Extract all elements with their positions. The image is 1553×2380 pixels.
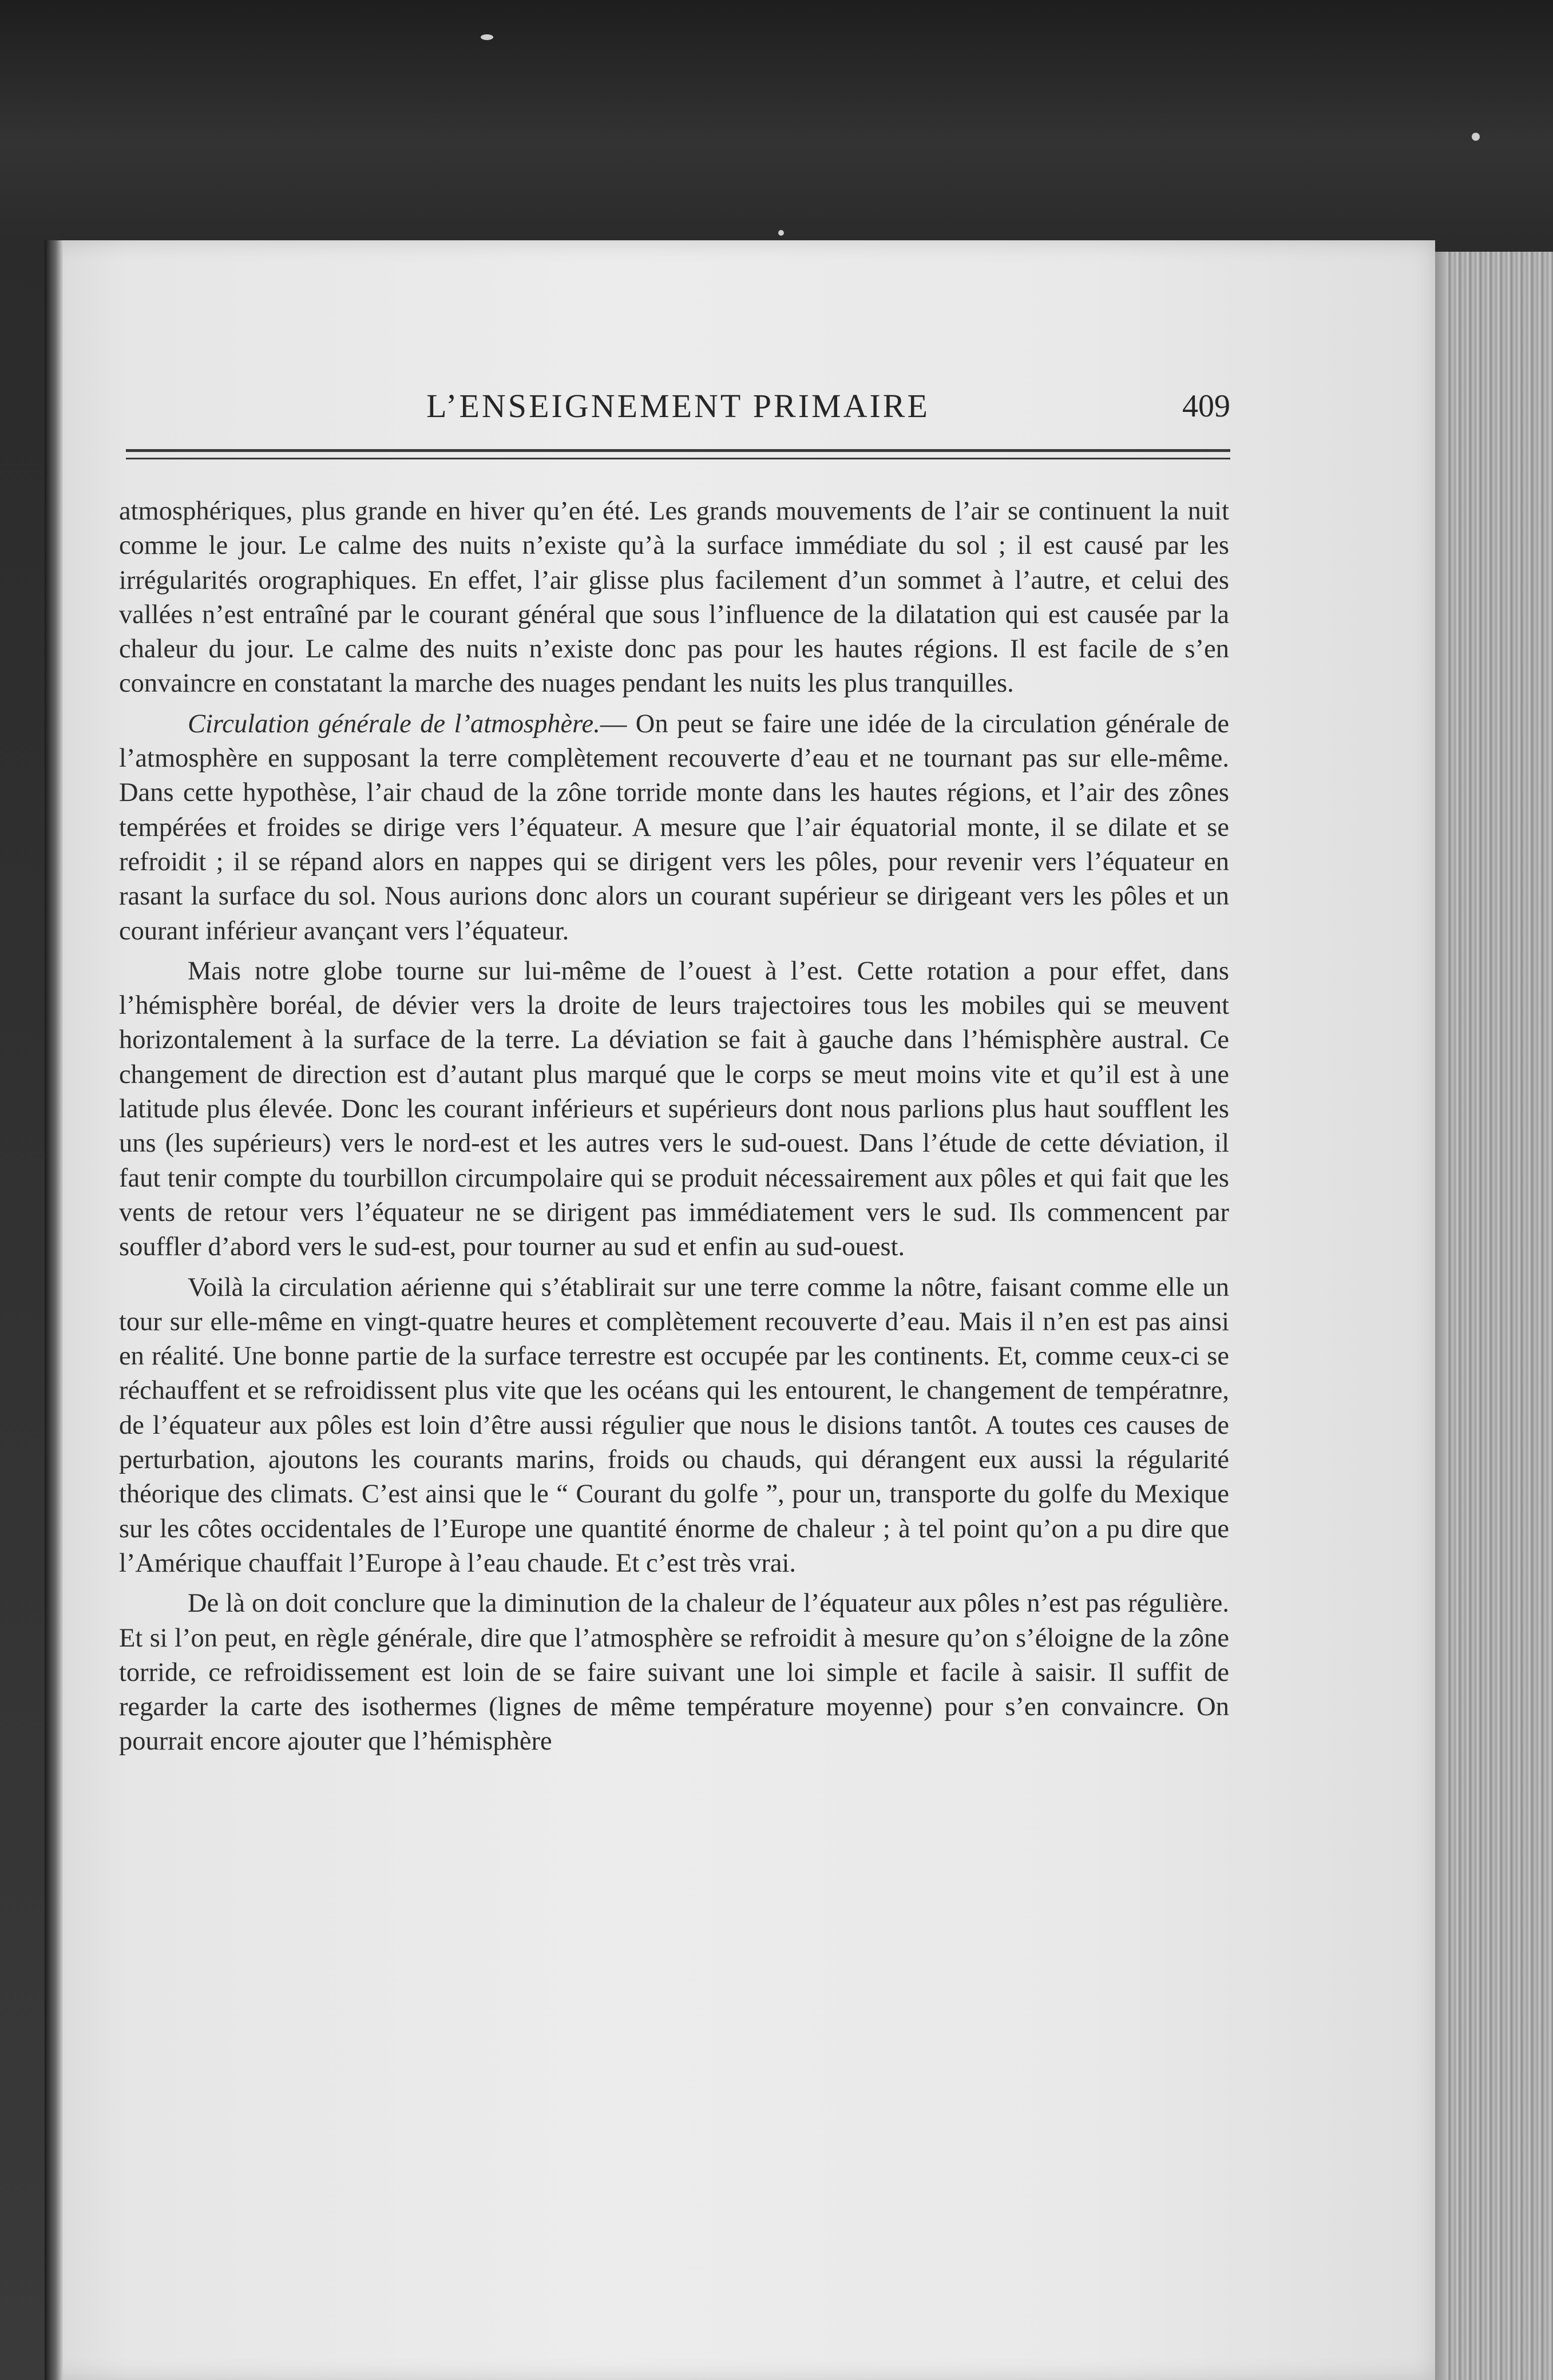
section-heading: Circulation générale de l’atmosphère. bbox=[188, 709, 600, 739]
paragraph bbox=[119, 707, 1229, 949]
binding-shadow bbox=[45, 240, 63, 2380]
paragraph: atmosphériques, plus grande en hiver qu’en été. Les grands mouvements de l’air se continuent la nuit comme le jour. Le calme des nuits n’existe qu’à la surface immédiate du sol ; il est causé par les irrégularités orographiques. En effet, l’air glisse plus facilement d’un sommet à l’autre, et celui des vallées n’est entraîné par le courant général que sous l’influence de la dilatation qui est causée par la chaleur du jour. Le calme des nuits n’existe donc pas pour les hautes régions. Il est facile de s’en convaincre en constatant la marche des nuages pendant les nuits les plus tranquilles. bbox=[119, 497, 1229, 699]
header-rule bbox=[126, 449, 1230, 452]
paragraph: Mais notre globe tourne sur lui-même de l’ouest à l’est. Cette rotation a pour effet, dans l’hémisphère boréal, de dévier vers la droite de leurs trajectoires tous les mobiles qui se meuvent horizontalement à la surface de la terre. La déviation se fait à gauche dans l’hémisphère austral. Ce changement de direction est d’autant plus marqué que le corps se meut moins vite et qu’il est à une latitude plus élevée. Donc les courant inférieurs et supérieurs dont nous parlions plus haut soufflent les uns (les supérieurs) vers le nord-est et les autres vers le sud-ouest. Dans l’étude de cette déviation, il faut tenir compte du tourbillon circumpolaire qui se produit nécessairement aux pôles et qui fait que les vents de retour vers l’équateur ne se dirigent pas immédiatement vers le sud. Ils commencent par souffler d’abord vers le sud-est, pour tourner au sud et enfin au sud-ouest. bbox=[119, 956, 1229, 1262]
dust-speck bbox=[778, 230, 784, 236]
page-header bbox=[126, 378, 1230, 446]
paragraph: Voilà la circulation aérienne qui s’établirait sur une terre comme la nôtre, faisant comme elle un tour sur elle-même en vingt-quatre heures et complètement recouverte d’eau. Mais il n’en est pas ainsi en réalité. Une bonne partie de la surface terrestre est occupée par les continents. Et, comme ceux-ci se réchauffent et se refroidissent plus vite que les océans qui les entourent, le changement de températnre, de l’équateur aux pôles est loin d’être aussi régulier que nous le disions tantôt. A toutes ces causes de perturbation, ajoutons les courants marins, froids ou chauds, qui dérangent eux aussi la régularité théorique des climats. C’est ainsi que le “ Courant du golfe ”, pour un, transporte du golfe du Mexique sur les côtes occidentales de l’Europe une quantité énorme de chaleur ; à tel point qu’on a pu dire que l’Amérique chauffait l’Europe à l’eau chaude. Et c’est très vrai. bbox=[119, 1272, 1229, 1578]
paragraph: De là on doit conclure que la diminution de la chaleur de l’équateur aux pôles n’est pas régulière. Et si l’on peut, en règle générale, dire que l’atmosphère se refroidit à mesure qu’on s’éloigne de la zône torride, ce refroidissement est loin de se faire suivant une loi simple et facile à saisir. Il suffit de regarder la carte des isothermes (lignes de même température moyenne) pour s’en convaincre. On pourrait encore ajouter que l’hémisphère bbox=[119, 1589, 1229, 1756]
header-rule-thin bbox=[126, 458, 1230, 459]
dust-speck bbox=[1472, 133, 1480, 141]
body-text bbox=[119, 494, 1229, 1765]
running-head: L’ENSEIGNEMENT PRIMAIRE bbox=[426, 387, 930, 425]
paragraph-text: — On peut se faire une idée de la circulation générale de l’atmosphère en supposant la terre complètement recouverte d’eau et ne tournant pas sur elle-même. Dans cette hypothèse, l’air chaud de la zône torride monte dans les hautes régions, et l’air des zônes tempérées et froides se dirige vers l’équateur. A mesure que l’air équatorial monte, il se dilate et se refroidit ; il se répand alors en nappes qui se dirigent vers les pôles, pour revenir vers l’équateur en rasant la surface du sol. Nous aurions donc alors un courant supérieur se dirigeant vers les pôles et un courant inférieur avançant vers l’équateur. bbox=[119, 709, 1229, 946]
page-edges bbox=[1424, 252, 1553, 2380]
page-number: 409 bbox=[1182, 388, 1230, 424]
dust-speck bbox=[481, 34, 493, 40]
